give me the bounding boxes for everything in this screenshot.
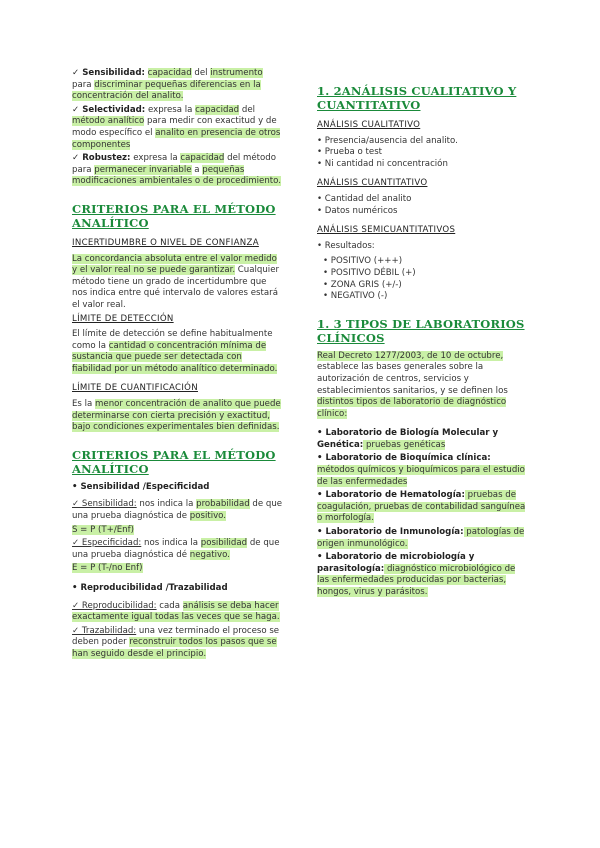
list-item: • Datos numéricos [317, 205, 398, 216]
resultados-lead: • Resultados: [317, 240, 375, 251]
limite-deteccion-text: El límite de detección se define habitualmente como la cantidad o concentración mínima de sustancia que puede ser detectada con fiabilidad por un método analítico determinado. [72, 329, 278, 374]
section-heading-criterios-1: CRITERIOS PARA EL MÉTODO ANALÍTICO [72, 201, 276, 230]
lab-biologia-molecular: • Laboratorio de Biología Molecular y Genética: pruebas genéticas [317, 428, 499, 450]
left-column [72, 68, 284, 663]
especificidad-formula: E = P (T-/no Enf) [72, 563, 143, 574]
lab-hematologia: • Laboratorio de Hematología: pruebas de coagulación, pruebas de contabilidad sanguínea o morfología. [317, 490, 526, 524]
list-item: • POSITIVO (+++) [323, 256, 403, 267]
list-item: • Presencia/ausencia del analito. [317, 135, 458, 146]
def-robustez: ✓ Robustez: expresa la capacidad del método para permanecer invariable a pequeñas modificaciones ambientales o de procedimiento. [72, 153, 281, 187]
subheading-incertidumbre: INCERTIDUMBRE O NIVEL DE CONFIANZA [72, 237, 259, 248]
section-heading-criterios-2: CRITERIOS PARA EL MÉTODO ANALÍTICO [72, 447, 276, 476]
subheading-limite-cuantificacion: LÍMITE DE CUANTIFICACIÓN [72, 383, 198, 394]
subheading-cuantitativo: ANÁLISIS CUANTITATIVO [317, 178, 428, 189]
cuantitativo-list [317, 194, 529, 217]
subheading-semicuantitativo: ANÁLISIS SEMICUANTITATIVOS [317, 225, 456, 236]
limite-cuantificacion-text: Es la menor concentración de analito que puede determinarse con cierta precisión y exactitud, bajo condiciones experimentales bien definidas. [72, 399, 281, 433]
lab-microbiologia: • Laboratorio de microbiología y parasitología: diagnóstico microbiológico de las enfermedades producidas por bacterias, hongos, virus y parásitos. [317, 552, 516, 597]
reproducibilidad-text: ✓ Reproducibilidad: cada análisis se deba hacer exactamente igual todas las veces que se haga. [72, 600, 280, 623]
list-item: • ZONA GRIS (+/-) [323, 279, 402, 290]
resultados-list [317, 256, 529, 302]
trazabilidad-text: ✓ Trazabilidad: una vez terminado el proceso se deben poder reconstruir todos los pasos que se han seguido desde el principio. [72, 625, 280, 659]
sens-esp-title: • Sensibilidad /Especificidad [72, 481, 210, 492]
list-item: • NEGATIVO (-) [323, 291, 388, 302]
lab-inmunologia: • Laboratorio de Inmunología: patologías de origen inmunológico. [317, 527, 525, 549]
right-column [317, 84, 529, 601]
list-item: • Ni cantidad ni concentración [317, 158, 448, 169]
subheading-cualitativo: ANÁLISIS CUALITATIVO [317, 120, 421, 130]
section-heading-analisis: 1. 2ANÁLISIS CUALITATIVO Y CUANTITATIVO [317, 84, 517, 112]
incertidumbre-text: La concordancia absoluta entre el valor medido y el valor real no se puede garantizar. Cualquier método tiene un grado de incertidumbre que nos indica entre qué intervalo de valores estará el valor real. [72, 253, 280, 310]
def-sensibilidad: ✓ Sensibilidad: capacidad del instrumento para discriminar pequeñas diferencias en la concentración del analito. [72, 68, 263, 102]
section-heading-tipos: 1. 3 TIPOS DE LABORATORIOS CLÍNICOS [317, 316, 525, 345]
repro-traz-title: • Reproducibilidad /Trazabilidad [72, 583, 228, 593]
list-item: • POSITIVO DÉBIL (+) [323, 267, 416, 278]
def-selectividad: ✓ Selectividad: expresa la capacidad del método analítico para medir con exactitud y de modo específico el analito en presencia de otros componentes [72, 104, 281, 150]
intro-definitions [72, 68, 284, 188]
subheading-limite-deteccion: LÍMITE DE DETECCIÓN [72, 313, 174, 324]
list-item: • Cantidad del analito [317, 193, 412, 204]
cualitativo-list [317, 136, 529, 171]
real-decreto-text: Real Decreto 1277/2003, de 10 de octubre, establece las bases generales sobre la autorización de centros, servicios y establecimientos sanitarios, y se definen los distintos tipos de laboratorio de diagnóstico clínico: [317, 350, 508, 419]
sensibilidad-text: ✓ Sensibilidad: nos indica la probabilidad de que una prueba diagnóstica de positivo. [72, 499, 283, 522]
list-item: • Prueba o test [317, 147, 383, 158]
especificidad-text: ✓ Especificidad: nos indica la posibilidad de que una prueba diagnóstica dé negativo. [72, 538, 280, 560]
sensibilidad-formula: S = P (T+/Enf) [72, 524, 134, 535]
lab-bioquimica: • Laboratorio de Bioquímica clínica: métodos químicos y bioquímicos para el estudio de las enfermedades [317, 453, 525, 487]
